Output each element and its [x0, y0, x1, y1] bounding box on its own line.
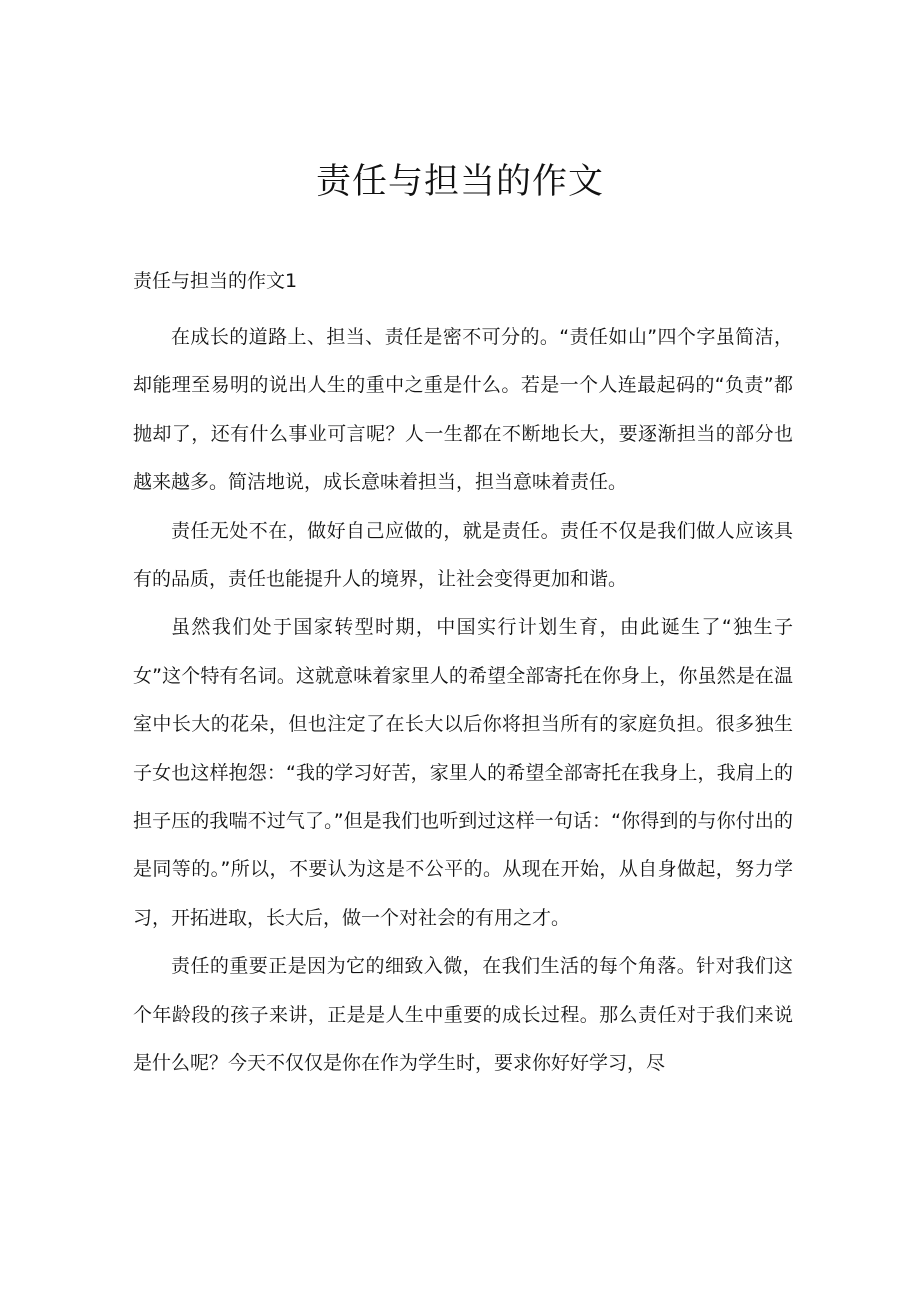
document-body	[133, 313, 793, 1088]
paragraph-4: 责任的重要正是因为它的细致入微，在我们生活的每个角落。针对我们这个年龄段的孩子来讲，正是是人生中重要的成长过程。那么责任对于我们来说是什么呢？今天不仅仅是你在作为学生时，要求你好好学习，尽	[133, 955, 793, 1075]
paragraph-1: 在成长的道路上、担当、责任是密不可分的。“责任如山”四个字虽简洁，却能理至易明的说出人生的重中之重是什么。若是一个人连最起码的“负责”都抛却了，还有什么事业可言呢？人一生都在不断地长大，要逐渐担当的部分也越来越多。简洁地说，成长意味着担当，担当意味着责任。	[133, 326, 793, 494]
document-title: 责任与担当的作文	[315, 162, 604, 202]
section-title: 责任与担当的作文1	[133, 270, 298, 292]
paragraph-2: 责任无处不在，做好自己应做的，就是责任。责任不仅是我们做人应该具有的品质，责任也能提升人的境界，让社会变得更加和谐。	[133, 519, 793, 591]
paragraph-3: 虽然我们处于国家转型时期，中国实行计划生育，由此诞生了“独生子女”这个特有名词。这就意味着家里人的希望全部寄托在你身上，你虽然是在温室中长大的花朵，但也注定了在长大以后你将担当所有的家庭负担。很多独生子女也这样抱怨：“我的学习好苦，家里人的希望全部寄托在我身上，我肩上的担子压的我喘不过气了。”但是我们也听到过这样一句话：“你得到的与你付出的是同等的。”所以，不要认为这是不公平的。从现在开始，从自身做起，努力学习，开拓进取，长大后，做一个对社会的有用之才。	[133, 616, 793, 929]
